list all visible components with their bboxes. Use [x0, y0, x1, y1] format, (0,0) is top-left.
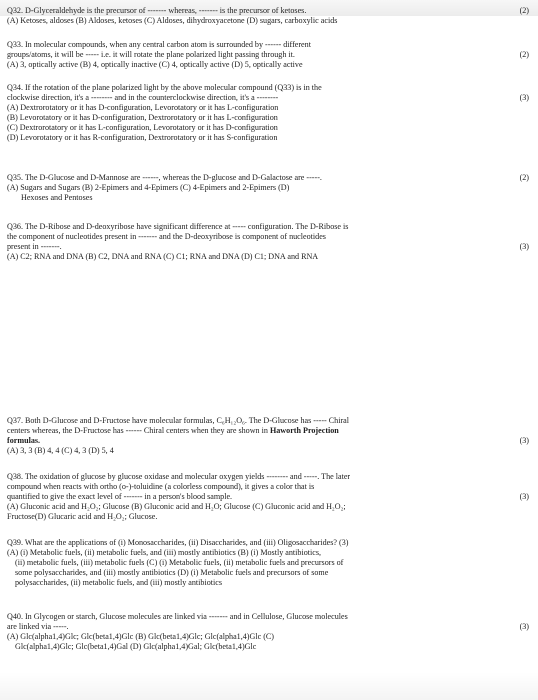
q33-line-1: Q33. In molecular compounds, when any central carbon atom is surrounded by ------ different — [7, 40, 311, 49]
question-39 — [7, 538, 529, 588]
question-36 — [7, 222, 529, 262]
q34-option-a: (A) Dextrorotatory or it has D-configuration, Levorotatory or it has L-configuration — [7, 103, 279, 112]
bottom-shadow — [0, 672, 538, 700]
q39-line-4: some polysaccharides, and (iii) mostly antibiotics (D) (i) Metabolic fuels and precursors of some — [15, 568, 329, 577]
q35-marks: (2) — [519, 173, 529, 182]
q32-line-1: Q32. D-Glyceraldehyde is the precursor of ------- whereas, ------- is the precursor of ketoses. (2) — [7, 6, 529, 15]
q35-options-cont: Hexoses and Pentoses — [21, 193, 93, 202]
q34-marks: (3) — [519, 93, 529, 102]
q33-options: (A) 3, optically active (B) 4, optically inactive (C) 4, optically active (D) 5, optically active — [7, 60, 303, 69]
question-40 — [7, 612, 529, 652]
haworth-projection-text: Haworth Projection — [269, 426, 339, 435]
q37-line-2: centers whereas, the D-Fructose has ------ Chiral centers when they are shown in Haworth Projection — [7, 426, 339, 435]
q38-line-3: quantified to give the exact level of ------- in a person's blood sample. (3) — [7, 492, 529, 501]
q35-line-1: Q35. The D-Glucose and D-Mannose are ------, whereas the D-glucose and D-Galactose are -----. (2) — [7, 173, 529, 182]
question-37 — [7, 416, 529, 456]
q35-options: (A) Sugars and Sugars (B) 2-Epimers and 4-Epimers (C) 4-Epimers and 2-Epimers (D) — [7, 183, 290, 192]
q38-line-2: compound when reacts with ortho (o-)-toluidine (a colorless compound), it gives a color that is — [7, 482, 315, 491]
q37-marks: (3) — [519, 436, 529, 445]
q39-line-3: (ii) metabolic fuels, (iii) metabolic fuels (C) (i) Metabolic fuels, (ii) metabolic fuels and precursors of — [15, 558, 344, 567]
q34-option-d: (D) Levorotatory or it has R-configuration, Dextrorotatory or it has S-configuration — [7, 133, 278, 142]
q37-line-1: Q37. Both D-Glucose and D-Fructose have molecular formulas, C₆H₁₂O₆. The D-Glucose has ----- Chiral — [7, 416, 349, 425]
q34-option-b: (B) Levorotatory or it has D-configuration, Dextrorotatory or it has L-configuration — [7, 113, 278, 122]
question-34 — [7, 83, 529, 143]
q33-marks: (2) — [519, 50, 529, 59]
q40-marks: (3) — [519, 622, 529, 631]
q34-line-2: clockwise direction, it's a -------- and in the counterclockwise direction, it's a -------- (3) — [7, 93, 529, 102]
question-33 — [7, 40, 529, 70]
q32-marks: (2) — [519, 6, 529, 15]
q40-line-1: Q40. In Glycogen or starch, Glucose molecules are linked via ------- and in Cellulose, Glucose molecules — [7, 612, 348, 621]
q38-options: (A) Gluconic acid and H₂O₂; Glucose (B) Gluconic acid and H₂O; Glucose (C) Gluconic acid and H₂O₂; — [7, 502, 346, 511]
q34-option-c: (C) Dextrorotatory or it has L-configuration, Levorotatory or it has D-configuration — [7, 123, 278, 132]
q38-options-cont: Fructose(D) Glucaric acid and H₂O₂; Glucose. — [7, 512, 158, 521]
q40-options-cont: Glc(alpha1,4)Glc; Glc(beta1,4)Gal (D) Glc(alpha1,4)Gal; Glc(beta1,4)Glc — [15, 642, 257, 651]
q37-line-3: formulas. (3) — [7, 436, 529, 445]
q38-line-1: Q38. The oxidation of glucose by glucose oxidase and molecular oxygen yields -------- and -----. The later — [7, 472, 351, 481]
q39-line-2: (A) (i) Metabolic fuels, (ii) metabolic fuels, and (iii) mostly antibiotics (B) (i) Mostly antibiotics, — [7, 548, 322, 557]
q34-line-1: Q34. If the rotation of the plane polarized light by the above molecular compound (Q33) is in the — [7, 83, 322, 92]
q36-options: (A) C2; RNA and DNA (B) C2, DNA and RNA (C) C1; RNA and DNA (D) C1; DNA and RNA — [7, 252, 319, 261]
q38-marks: (3) — [519, 492, 529, 501]
q33-line-2: groups/atoms, it will be ----- i.e. it will rotate the plane polarized light passing through it. (2) — [7, 50, 529, 59]
q37-options: (A) 3, 3 (B) 4, 4 (C) 4, 3 (D) 5, 4 — [7, 446, 114, 455]
q40-line-2: are linked via -----. (3) — [7, 622, 529, 631]
q36-line-2: the component of nucleotides present in ------- and the D-deoxyribose is component of nucleotides — [7, 232, 326, 241]
q36-line-3: present in -------. (3) — [7, 242, 529, 251]
question-32 — [7, 6, 529, 26]
q39-line-5: polysaccharides, (ii) metabolic fuels, and (iii) mostly antibiotics — [15, 578, 223, 587]
question-38 — [7, 472, 529, 522]
q36-marks: (3) — [519, 242, 529, 251]
q36-line-1: Q36. The D-Ribose and D-deoxyribose have significant difference at ----- configuration. The D-Ribose is — [7, 222, 349, 231]
q40-options: (A) Glc(alpha1,4)Glc; Glc(beta1,4)Glc (B) Glc(beta1,4)Glc; Glc(alpha1,4)Glc (C) — [7, 632, 274, 641]
q39-line-1: Q39. What are the applications of (i) Monosaccharides, (ii) Disaccharides, and (iii) Oligosaccharides? (3) — [7, 538, 349, 547]
question-35 — [7, 173, 529, 203]
q32-options: (A) Ketoses, aldoses (B) Aldoses, ketoses (C) Aldoses, dihydroxyacetone (D) sugars, carboxylic acids — [7, 16, 338, 25]
